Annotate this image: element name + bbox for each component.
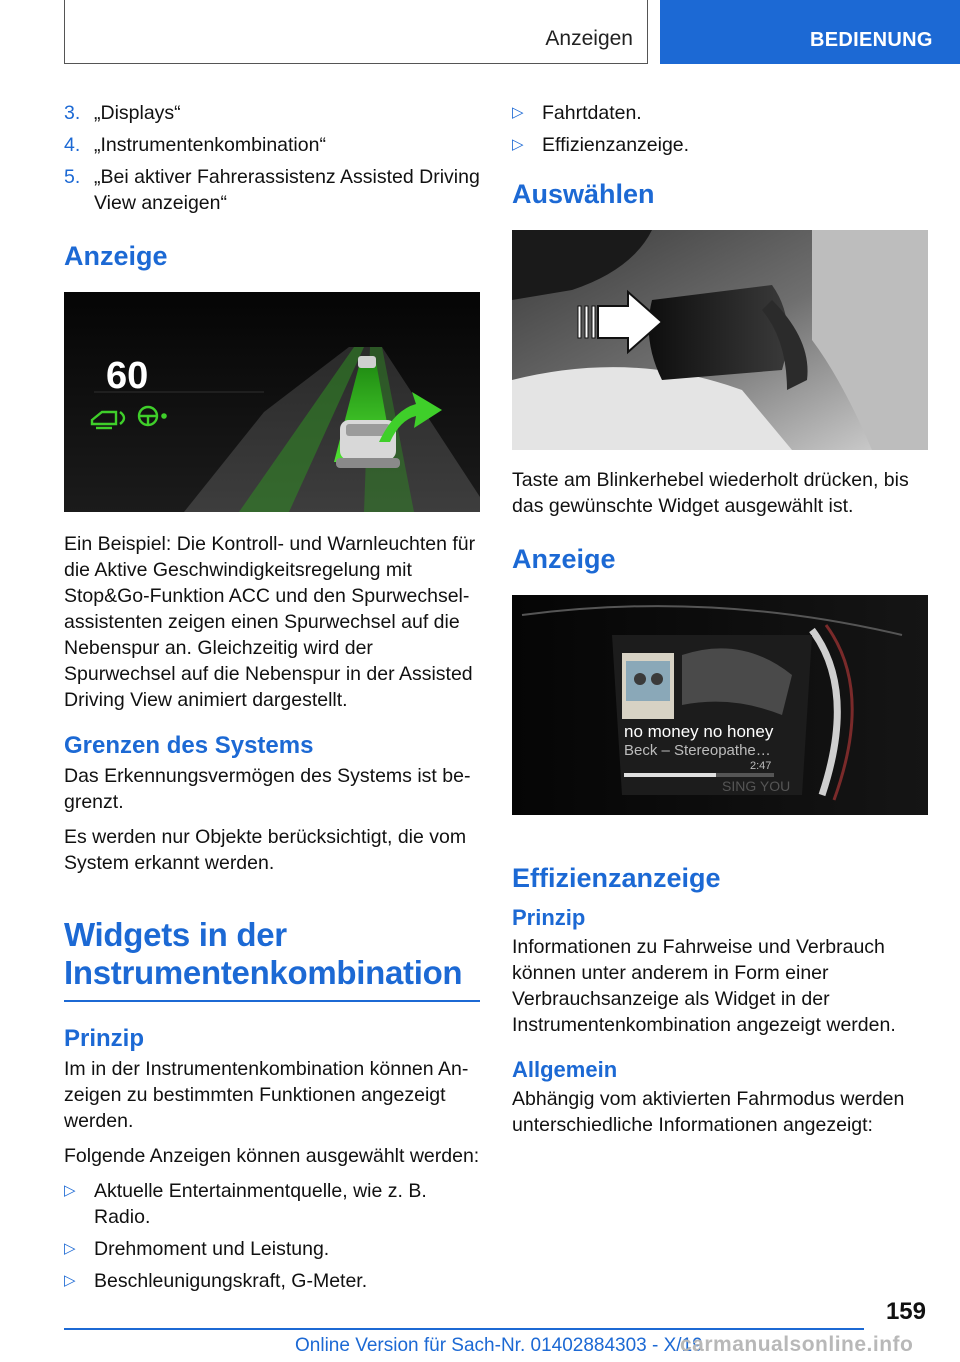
heading-allgemein: Allgemein xyxy=(512,1057,618,1082)
footer-version-text: Online Version für Sach-Nr. 01402884303 - X/19 xyxy=(295,1335,703,1356)
heading-anzeige: Anzeige xyxy=(64,241,168,271)
playback-progress-fill xyxy=(624,773,716,777)
turn-signal-lever-image xyxy=(512,230,928,450)
step-item xyxy=(64,164,480,216)
grenzen-paragraph-2: Es werden nur Objekte berücksichtigt, die vom System erkannt werden. xyxy=(64,826,467,874)
heading-prinzip: Prinzip xyxy=(64,1025,145,1052)
step-text: „Displays“ xyxy=(94,102,181,124)
step-item xyxy=(64,100,480,126)
auswaehlen-paragraph: Taste am Blinkerhebel wiederholt drücken, bis das gewünschte Widget ausgewählt ist. xyxy=(512,469,909,517)
page-number: 159 xyxy=(885,1298,926,1325)
song-artist: Beck – Stereopathe… xyxy=(624,742,771,759)
step-number: 3. xyxy=(64,102,81,124)
bullet-triangle-icon: ▷ xyxy=(64,1272,76,1289)
speed-readout: 60 xyxy=(106,355,149,397)
allgemein-paragraph: Abhängig vom aktivierten Fahrmodus werden unterschiedliche Informationen angezeigt: xyxy=(512,1088,905,1136)
figure-caption: Ein Beispiel: Die Kontroll- und Warnleuchten für die Aktive Geschwindigkeitsregelung mit Stop&Go-Funktion ACC und den Spurwechselassistenten zeigen einen Spurwechsel auf die Nebenspur an. Gleichzeitig wird der Spurwechsel auf die Nebenspur in der Assisted Driving View animiert dargestellt. xyxy=(64,533,476,711)
list-item: ▷ Beschleunigungskraft, G-Meter. xyxy=(64,1270,368,1292)
right-column xyxy=(512,100,928,1147)
step-text: „Bei aktiver Fahrerassistenz Assisted Driving View anzeigen“ xyxy=(94,166,480,214)
widget-option-list xyxy=(64,1178,480,1294)
left-column xyxy=(64,100,480,1300)
header-chapter-title: BEDIENUNG xyxy=(810,29,933,51)
footer-divider xyxy=(64,1328,864,1330)
step-list xyxy=(64,100,480,216)
step-number: 5. xyxy=(64,166,81,188)
song-time: 2:47 xyxy=(750,760,772,772)
list-item: ▷ Drehmoment und Leistung. xyxy=(64,1238,330,1260)
prinzip-paragraph-2: Folgende Anzeigen können ausgewählt werden: xyxy=(64,1145,480,1167)
heading-prinzip-right: Prinzip xyxy=(512,905,586,930)
bullet-triangle-icon: ▷ xyxy=(64,1182,76,1199)
heading-widgets: Widgets in der Instrumentenkombination xyxy=(64,916,480,1002)
lead-car-shape xyxy=(358,356,376,368)
entertainment-widget-image xyxy=(512,595,928,815)
album-cover-image xyxy=(622,653,674,719)
list-item: ▷ Fahrtdaten. xyxy=(512,102,642,124)
heading-auswaehlen: Auswählen xyxy=(512,179,655,209)
list-item: ▷ Effizienzanzeige. xyxy=(512,134,690,156)
step-text: „Instrumentenkombination“ xyxy=(94,134,326,156)
assisted-driving-view-image xyxy=(64,292,480,512)
header-chapter-box xyxy=(660,0,960,64)
list-item: ▷ Aktuelle Entertainmentquelle, wie z. B. Radio. xyxy=(64,1180,427,1228)
effizienz-prinzip-paragraph: Informationen zu Fahrweise und Verbrauch können unter anderem in Form einer Verbrauchsanzeige als Widget in der Instrumentenkombination angezeigt werden. xyxy=(512,936,896,1036)
watermark-text: carmanualsonline.info xyxy=(680,1333,914,1356)
heading-anzeige-right: Anzeige xyxy=(512,544,616,574)
step-number: 4. xyxy=(64,134,81,156)
grenzen-paragraph-1: Das Erkennungsvermögen des Systems ist begrenzt. xyxy=(64,765,471,813)
header-section-box xyxy=(64,0,648,64)
bullet-triangle-icon: ▷ xyxy=(64,1240,76,1257)
widget-option-list-continued xyxy=(512,100,928,158)
heading-grenzen: Grenzen des Systems xyxy=(64,732,314,759)
heading-effizienz: Effizienzanzeige xyxy=(512,863,721,893)
prinzip-paragraph-1: Im in der Instrumentenkombination können Anzeigen zu bestimmten Funktionen angezeigt werden. xyxy=(64,1058,469,1132)
bullet-triangle-icon: ▷ xyxy=(512,104,524,121)
step-item xyxy=(64,132,480,158)
cover-caption-text: SING YOU xyxy=(722,778,791,794)
header-section-title: Anzeigen xyxy=(545,27,633,50)
song-title: no money no honey xyxy=(624,722,774,741)
bullet-triangle-icon: ▷ xyxy=(512,136,524,153)
